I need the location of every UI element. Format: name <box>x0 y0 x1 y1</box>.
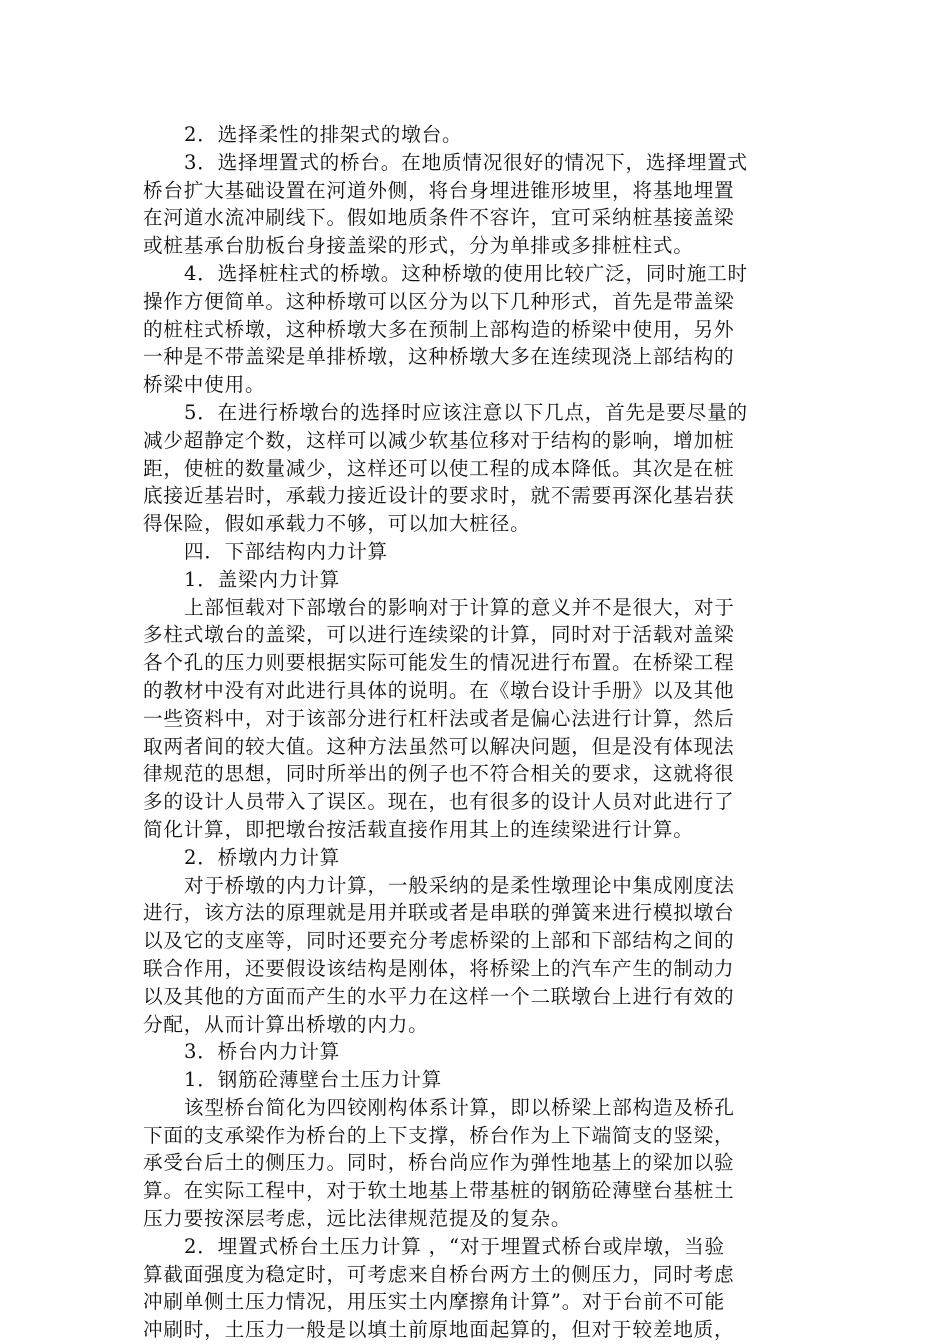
paragraph-first-line: 2．桥墩内力计算 <box>184 845 341 869</box>
paragraph-first-line: 3．桥台内力计算 <box>184 1040 341 1064</box>
paragraph-line: 减少超静定个数，这样可以减少软基位移对于结构的影响，增加桩 <box>143 428 735 452</box>
paragraph-line: 进行，该方法的原理就是用并联或者是串联的弹簧来进行模拟墩台 <box>143 901 735 925</box>
paragraph-first-line: 对于桥墩的内力计算，一般采纳的是柔性墩理论中集成刚度法 <box>184 873 735 897</box>
paragraph-line: 律规范的思想，同时所举出的例子也不符合相关的要求，这就将很 <box>143 762 735 786</box>
paragraph-line: 在河道水流冲刷线下。假如地质条件不容许，宜可采纳桩基接盖梁 <box>143 206 735 230</box>
document-body <box>143 121 813 1344</box>
paragraph-line: 桥台扩大基础设置在河道外侧，将台身埋进锥形坡里，将基地埋置 <box>143 178 735 202</box>
paragraph-line: 的教材中没有对此进行具体的说明。在《墩台设计手册》以及其他 <box>143 678 735 702</box>
paragraph-line: 的桩柱式桥墩，这种桥墩大多在预制上部构造的桥梁中使用，另外 <box>143 317 735 341</box>
paragraph-line: 各个孔的压力则要根据实际可能发生的情况进行布置。在桥梁工程 <box>143 651 735 675</box>
paragraph-line: 操作方便简单。这种桥墩可以区分为以下几种形式，首先是带盖梁 <box>143 289 735 313</box>
paragraph-line: 一些资料中，对于该部分进行杠杆法或者是偏心法进行计算，然后 <box>143 706 735 730</box>
paragraph-line: 算。在实际工程中，对于软土地基上带基桩的钢筋砼薄壁台基桩土 <box>143 1179 735 1203</box>
paragraph-line: 以及它的支座等，同时还要充分考虑桥梁的上部和下部结构之间的 <box>143 929 735 953</box>
paragraph-line: 底接近基岩时，承载力接近设计的要求时，就不需要再深化基岩获 <box>143 484 735 508</box>
paragraph-first-line: 3．选择埋置式的桥台。在地质情况很好的情况下，选择埋置式 <box>184 150 748 174</box>
paragraph-line: 算截面强度为稳定时，可考虑来自桥台两方土的侧压力，同时考虑 <box>143 1262 735 1286</box>
paragraph-first-line: 该型桥台简化为四铰刚构体系计算，即以桥梁上部构造及桥孔 <box>184 1095 735 1119</box>
paragraph-first-line: 1．钢筋砼薄壁台土压力计算 <box>184 1068 442 1092</box>
paragraph-first-line: 上部恒载对下部墩台的影响对于计算的意义并不是很大，对于 <box>184 595 735 619</box>
paragraph-line: 以及其他的方面而产生的水平力在这样一个二联墩台上进行有效的 <box>143 984 735 1008</box>
paragraph-line: 下面的支承梁作为桥台的上下支撑，桥台作为上下端简支的竖梁， <box>143 1123 735 1147</box>
paragraph-line: 承受台后土的侧压力。同时，桥台尚应作为弹性地基上的梁加以验 <box>143 1151 735 1175</box>
paragraph-first-line: 2．埋置式桥台土压力计算 ，“对于埋置式桥台或岸墩，当验 <box>184 1234 725 1258</box>
paragraph-line: 分配，从而计算出桥墩的内力。 <box>143 1012 429 1036</box>
paragraph-line: 冲刷单侧土压力情况，用压实土内摩擦角计算”。对于台前不可能 <box>143 1290 725 1314</box>
paragraph-line: 简化计算，即把墩台按活载直接作用其上的连续梁进行计算。 <box>143 817 694 841</box>
paragraph-line: 联合作用，还要假设该结构是刚体，将桥梁上的汽车产生的制动力 <box>143 956 735 980</box>
paragraph-first-line: 四．下部结构内力计算 <box>184 539 388 563</box>
paragraph-line: 取两者间的较大值。这种方法虽然可以解决问题，但是没有体现法 <box>143 734 735 758</box>
paragraph-line: 桥梁中使用。 <box>143 373 266 397</box>
paragraph-line: 冲刷时，土压力一般是以填土前原地面起算的，但对于较差地质， <box>143 1318 735 1342</box>
paragraph-line: 压力要按深层考虑，远比法律规范提及的复杂。 <box>143 1207 572 1231</box>
paragraph-first-line: 1．盖梁内力计算 <box>184 567 341 591</box>
paragraph-first-line: 4．选择桩柱式的桥墩。这种桥墩的使用比较广泛，同时施工时 <box>184 261 748 285</box>
paragraph-first-line: 2．选择柔性的排架式的墩台。 <box>184 123 463 146</box>
paragraph-line: 多柱式墩台的盖梁，可以进行连续梁的计算，同时对于活载对盖梁 <box>143 623 735 647</box>
paragraph-line: 或桩基承台肋板台身接盖梁的形式，分为单排或多排桩柱式。 <box>143 234 694 258</box>
paragraph-first-line: 5．在进行桥墩台的选择时应该注意以下几点，首先是要尽量的 <box>184 400 748 424</box>
paragraph-line: 距，使桩的数量减少，这样还可以使工程的成本降低。其次是在桩 <box>143 456 735 480</box>
paragraph-line: 多的设计人员带入了误区。现在，也有很多的设计人员对此进行了 <box>143 790 735 814</box>
paragraph-line: 得保险，假如承载力不够，可以加大桩径。 <box>143 512 531 536</box>
paragraph-line: 一种是不带盖梁是单排桥墩，这种桥墩大多在连续现浇上部结构的 <box>143 345 735 369</box>
